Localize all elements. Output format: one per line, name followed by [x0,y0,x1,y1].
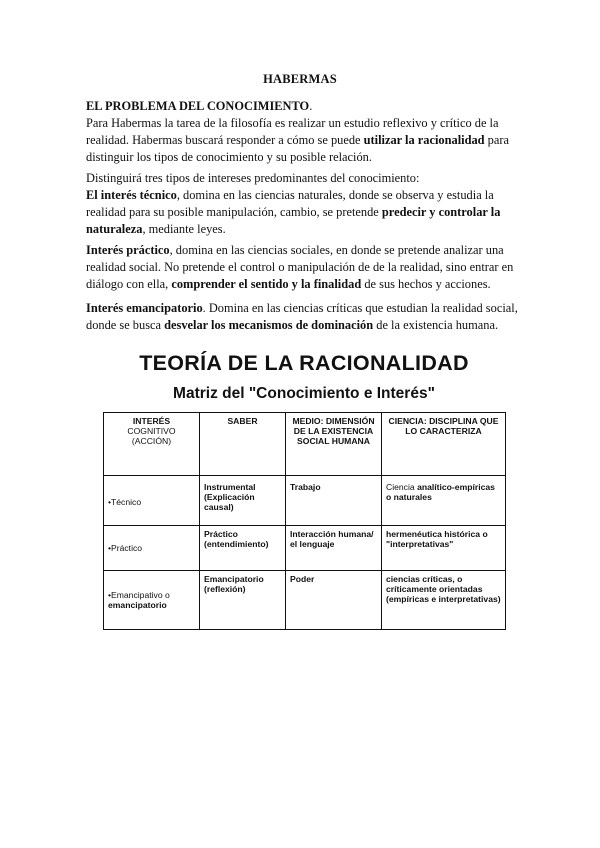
intro-text-2: para distinguir los tipos de conocimiento y su posible relación. [86,133,509,164]
intro-text-1: Para Habermas la tarea de la filosofía es realizar un estudio reflexivo y crítico de la realidad. Habermas buscará responder a cómo se puede [86,116,499,147]
header-interes-rest: COGNITIVO (ACCIÓN) [127,426,176,447]
cell-saber: Emancipatorio (reflexión) [200,571,286,630]
tecnico-paragraph [86,170,526,238]
header-interes [104,413,200,476]
cell-saber: Práctico (entendimiento) [200,526,286,571]
practico-section [86,242,526,293]
header-interes-bold: INTERÉS [132,416,171,426]
table-row [104,571,506,630]
cell-interes: •Práctico [104,526,200,571]
emancipatorio-text-2: de la existencia humana. [373,318,499,332]
practico-text-2: de sus hechos y acciones. [361,277,491,291]
emancipatorio-term: Interés emancipatorio [86,301,203,315]
header-saber: SABER [200,413,286,476]
table-row [104,476,506,526]
intro-paragraph [86,98,526,166]
tecnico-text-2: , mediante leyes. [142,222,226,236]
header-medio: MEDIO: DIMENSIÓN DE LA EXISTENCIA SOCIAL HUMANA [286,413,382,476]
section-heading-suffix: . [309,99,313,113]
practico-paragraph [86,242,526,293]
cell-ciencia [382,526,506,571]
intro-bold-1: utilizar la racionalidad [363,133,485,147]
header-ciencia: CIENCIA: DISCIPLINA QUE LO CARACTERIZA [382,413,506,476]
figure-title: TEORÍA DE LA RACIONALIDAD [139,351,469,375]
cell-ciencia-bold: hermenéutica histórica o "interpretativas" [386,529,488,550]
practico-term: Interés práctico [86,243,170,257]
matrix-header-row [104,413,506,476]
cell-ciencia-bold: ciencias críticas, o críticamente orientadas (empíricas e interpretativas) [386,574,501,605]
tecnico-bold-1: predecir y controlar la naturaleza [86,205,501,236]
section-heading: EL PROBLEMA DEL CONOCIMIENTO [86,99,310,113]
cell-interes [104,571,200,630]
knowledge-interest-matrix [103,412,506,630]
intro-section [86,98,526,166]
cell-saber: Instrumental (Explicación causal) [200,476,286,526]
figure-subtitle: Matriz del "Conocimiento e Interés" [173,385,435,402]
practico-bold-1: comprender el sentido y la finalidad [171,277,362,291]
tecnico-term: El interés técnico [86,188,177,202]
document-title: HABERMAS [263,72,337,86]
cell-medio: Trabajo [286,476,382,526]
emancipatorio-bold-1: desvelar los mecanismos de dominación [164,318,374,332]
cell-ciencia-normal: Ciencia [386,482,418,492]
cell-medio: Interacción humana/ el lenguaje [286,526,382,571]
practico-text-1: , domina en las ciencias sociales, en donde se pretende analizar una realidad social. No pretende el control o manipulación de de la realidad, sino entrar en diálogo con ella, [86,243,514,291]
interests-lead: Distinguirá tres tipos de intereses predominantes del conocimiento: [86,171,420,185]
emancipatorio-paragraph [86,300,526,334]
emancipatorio-text-1: . Domina en las ciencias críticas que estudian la realidad social, donde se busca [86,301,518,332]
tecnico-text-1: , domina en las ciencias naturales, donde se observa y estudia la realidad para su posible manipulación, cambio, se pretende [86,188,494,219]
cell-interes-normal: •Emancipativo o [108,589,170,600]
cell-medio: Poder [286,571,382,630]
cell-ciencia [382,571,506,630]
cell-ciencia [382,476,506,526]
cell-interes-bold: emancipatorio [108,600,167,610]
interests-section [86,170,526,238]
rationality-figure [92,347,516,637]
table-row [104,526,506,571]
cell-interes: •Técnico [104,476,200,526]
cell-ciencia-bold: analítico-empíricas o naturales [386,482,495,503]
emancipatorio-section [86,300,526,334]
